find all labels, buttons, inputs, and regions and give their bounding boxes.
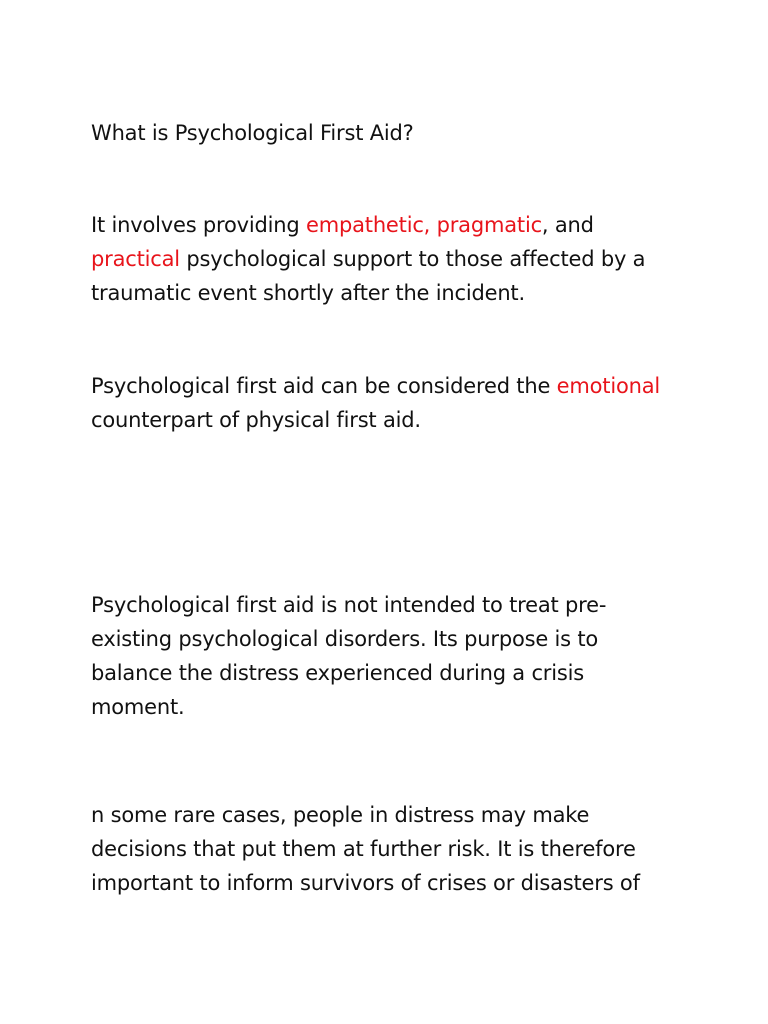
paragraph-line: traumatic event shortly after the incident. bbox=[91, 281, 525, 305]
paragraph-line: balance the distress experienced during a crisis bbox=[91, 661, 584, 685]
paragraph-line: decisions that put them at further risk. It is therefore bbox=[91, 837, 636, 861]
paragraph-definition bbox=[91, 208, 691, 310]
paragraph-line bbox=[91, 242, 691, 276]
paragraph-emotional bbox=[91, 369, 691, 437]
paragraph-line: moment. bbox=[91, 695, 185, 719]
title-text: What is Psychological First Aid? bbox=[91, 121, 414, 145]
highlighted-text: empathetic, pragmatic bbox=[306, 213, 542, 237]
text-run: Psychological first aid can be considered the bbox=[91, 374, 557, 398]
paragraph-line: Psychological first aid is not intended to treat pre- bbox=[91, 593, 607, 617]
paragraph-risk bbox=[91, 798, 691, 900]
paragraph-line: important to inform survivors of crises or disasters of bbox=[91, 871, 640, 895]
text-run: It involves providing bbox=[91, 213, 307, 237]
paragraph-purpose bbox=[91, 588, 691, 724]
highlighted-text: emotional bbox=[556, 374, 661, 398]
paragraph-line: counterpart of physical first aid. bbox=[91, 408, 421, 432]
paragraph-line bbox=[91, 369, 691, 403]
text-run: , and bbox=[541, 213, 594, 237]
paragraph-line: existing psychological disorders. Its purpose is to bbox=[91, 627, 599, 651]
highlighted-text: practical bbox=[91, 247, 180, 271]
paragraph-line bbox=[91, 208, 691, 242]
paragraph-line: n some rare cases, people in distress may make bbox=[91, 803, 590, 827]
document-title bbox=[91, 116, 691, 150]
text-run: psychological support to those affected by a bbox=[179, 247, 646, 271]
